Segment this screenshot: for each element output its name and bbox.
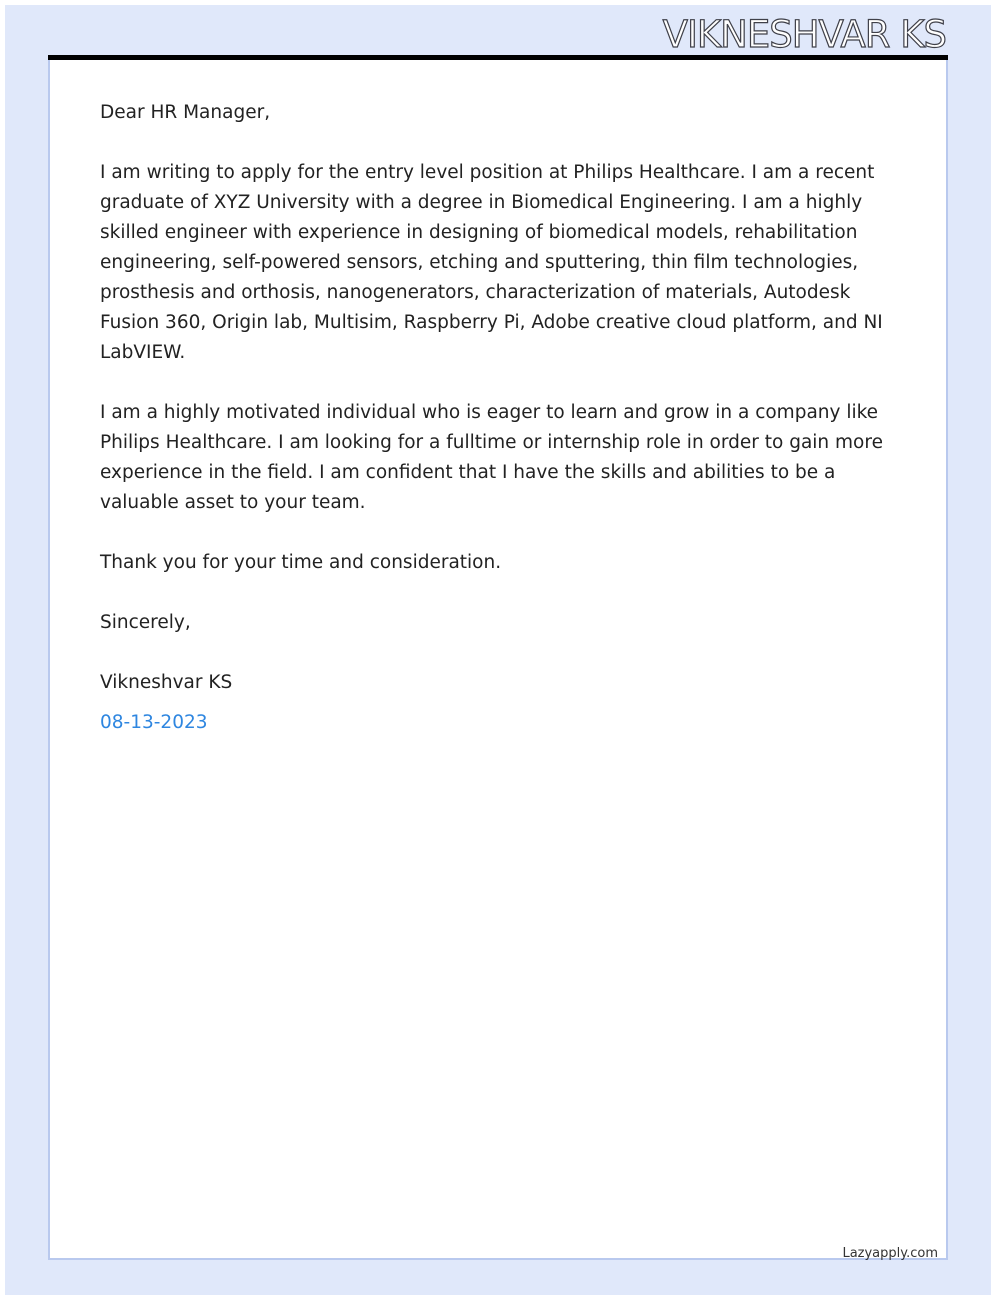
thanks-line: Thank you for your time and consideration.	[100, 552, 502, 573]
footer-credit: Lazyapply.com	[842, 1246, 938, 1261]
signature: Vikneshvar KS	[100, 672, 233, 693]
letter-date: 08-13-2023	[100, 712, 208, 733]
paragraph-intro: I am writing to apply for the entry level position at Philips Healthcare. I am a recent graduate of XYZ University with a degree in Biomedical Engineering. I am a highly skilled engineer with experience in designing of biomedical models, rehabilitation engineering, self-powered sensors, etching and sputtering, thin film technologies, prosthesis and orthosis, nanogenerators, characterization of materials, Autodesk Fusion 360, Origin lab, Multisim, Raspberry Pi, Adobe creative cloud platform, and NI LabVIEW.	[100, 162, 883, 363]
paragraph-motivation: I am a highly motivated individual who is eager to learn and grow in a company like Philips Healthcare. I am looking for a fulltime or internship role in order to gain more experience in the field. I am confident that I have the skills and abilities to be a valuable asset to your team.	[100, 402, 883, 513]
salutation: Dear HR Manager,	[100, 102, 271, 123]
letter-body	[100, 98, 900, 768]
applicant-name: VIKNESHVAR KS	[662, 13, 946, 56]
closing: Sincerely,	[100, 612, 191, 633]
